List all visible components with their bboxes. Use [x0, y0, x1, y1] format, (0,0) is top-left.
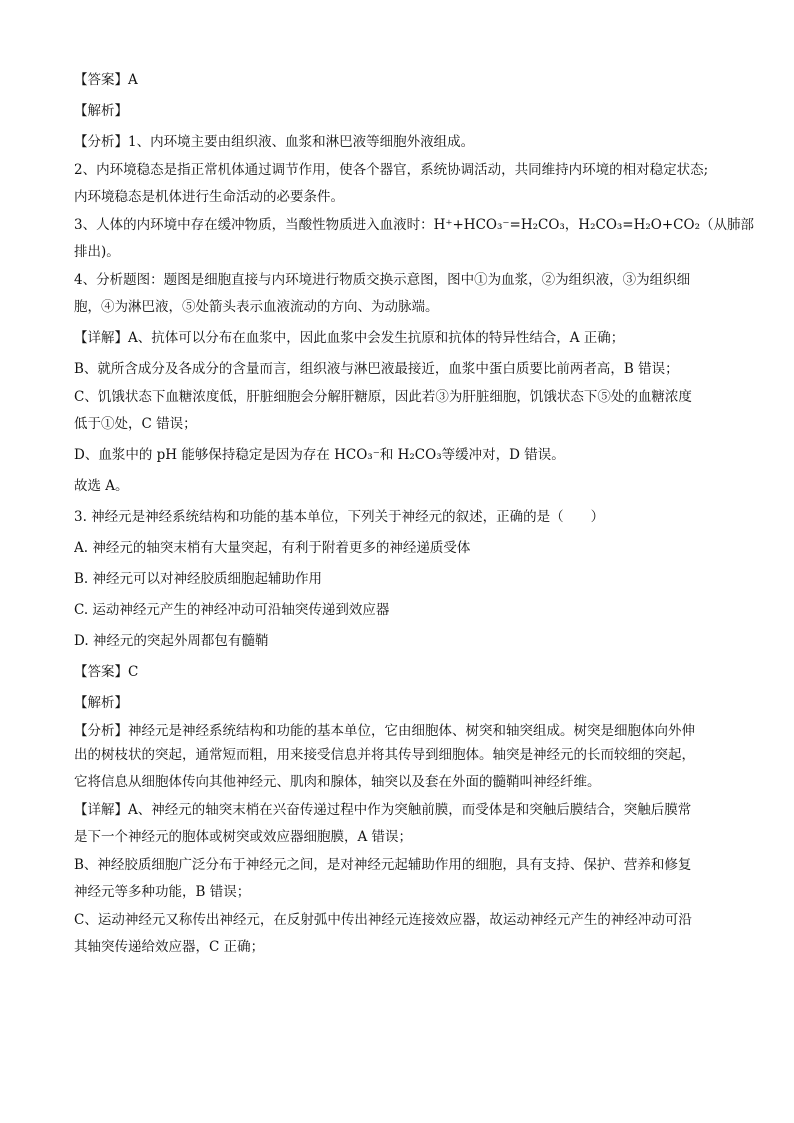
detail-text: 是下一个神经元的胞体或树突或效应器细胞膜，A 错误；: [74, 829, 413, 845]
analysis-label: 【解析】: [74, 695, 128, 711]
option-a: A. 神经元的轴突末梢有大量突起，有利于附着更多的神经递质受体: [74, 540, 471, 556]
analysis-text: 排出)。: [74, 244, 120, 260]
detail-text: 低于①处，C 错误；: [74, 416, 197, 432]
analysis-text: 胞，④为淋巴液，⑤处箭头表示血液流动的方向、为动脉端。: [74, 299, 439, 315]
detail-text: D、血浆中的 pH 能够保持稳定是因为存在 HCO₃⁻和 H₂CO₃等缓冲对，D 错误。: [74, 447, 565, 463]
answer-label: 【答案】A: [74, 72, 138, 88]
detail-text: 其轴突传递给效应器，C 正确；: [74, 939, 265, 955]
analysis-text: 3、人体的内环境中存在缓冲物质，当酸性物质进入血液时：H⁺+HCO₃⁻=H₂CO₃，H₂CO₃=H₂O+CO₂（从肺部: [74, 217, 754, 233]
option-c: C. 运动神经元产生的神经冲动可沿轴突传递到效应器: [74, 602, 390, 618]
analysis-text: 2、内环境稳态是指正常机体通过调节作用，使各个器官，系统协调活动，共同维持内环境的相对稳定状态;: [74, 162, 709, 178]
analysis-text: 内环境稳态是机体进行生命活动的必要条件。: [74, 189, 344, 205]
conclusion-text: 故选 A。: [74, 478, 129, 494]
detail-text: C、运动神经元又称传出神经元，在反射弧中传出神经元连接效应器，故运动神经元产生的神经冲动可沿: [74, 912, 692, 928]
detail-text: 【详解】A、抗体可以分布在血浆中，因此血浆中会发生抗原和抗体的特异性结合，A 正确；: [74, 330, 625, 346]
analysis-label: 【解析】: [74, 103, 128, 119]
detail-text: B、神经胶质细胞广泛分布于神经元之间，是对神经元起辅助作用的细胞，具有支持、保护、营养和修复: [74, 857, 692, 873]
analysis-text: 【分析】神经元是神经系统结构和功能的基本单位，它由细胞体、树突和轴突组成。树突是细胞体向外伸: [74, 723, 695, 739]
analysis-text: 【分析】1、内环境主要由组织液、血浆和淋巴液等细胞外液组成。: [74, 134, 475, 150]
question-stem: 3. 神经元是神经系统结构和功能的基本单位，下列关于神经元的叙述，正确的是（ ）: [74, 509, 605, 525]
detail-text: 【详解】A、神经元的轴突末梢在兴奋传递过程中作为突触前膜，而受体是和突触后膜结合，突触后膜常: [74, 802, 692, 818]
analysis-text: 出的树枝状的突起，通常短而粗，用来接受信息并将其传导到细胞体。轴突是神经元的长而较细的突起，: [74, 747, 695, 763]
option-b: B. 神经元可以对神经胶质细胞起辅助作用: [74, 571, 323, 587]
analysis-text: 它将信息从细胞体传向其他神经元、肌肉和腺体，轴突以及套在外面的髓鞘叫神经纤维。: [74, 774, 601, 790]
detail-text: 神经元等多种功能，B 错误；: [74, 884, 251, 900]
detail-text: B、就所含成分及各成分的含量而言，组织液与淋巴液最接近，血浆中蛋白质要比前两者高，B 错误；: [74, 361, 679, 377]
detail-text: C、饥饿状态下血糖浓度低，肝脏细胞会分解肝糖原，因此若③为肝脏细胞，饥饿状态下⑤处的血糖浓度: [74, 389, 692, 405]
answer-label: 【答案】C: [74, 664, 139, 680]
analysis-text: 4、分析题图：题图是细胞直接与内环境进行物质交换示意图，图中①为血浆，②为组织液，③为组织细: [74, 272, 691, 288]
option-d: D. 神经元的突起外周都包有髓鞘: [74, 633, 269, 649]
